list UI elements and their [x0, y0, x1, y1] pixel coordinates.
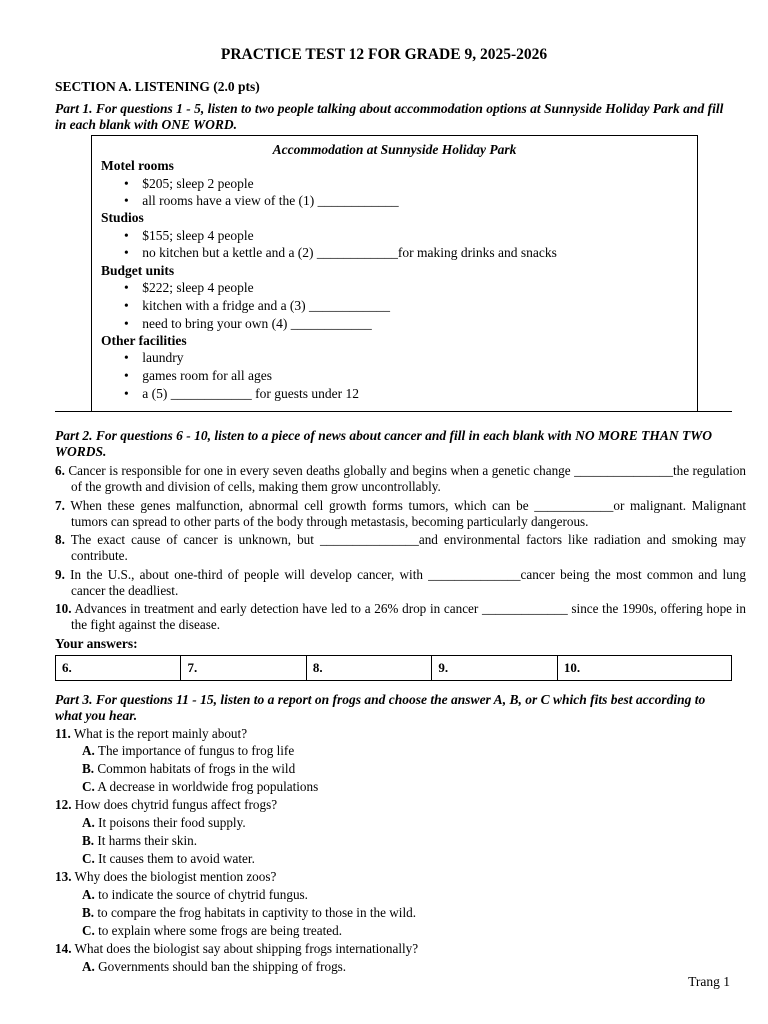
list-item-text: need to bring your own (4) ____________ — [142, 316, 372, 331]
option-13a[interactable] — [82, 887, 308, 903]
question-7 — [55, 498, 746, 529]
part1-instruction: Part 1. For questions 1 - 5, listen to two people talking about accommodation options at Sunnyside Holiday Park and fill in each blank with ONE WORD. — [55, 101, 724, 132]
group-heading-motel: Motel rooms — [101, 158, 174, 173]
group-heading-budget: Budget units — [101, 263, 175, 278]
option-text: A decrease in worldwide frog populations — [97, 779, 319, 794]
question-text: The exact cause of cancer is unknown, but _______________and environmental factors like radiation and smoking may contribute. — [70, 532, 746, 563]
option-letter: B. — [82, 761, 95, 776]
answer-cell-9[interactable]: 9. — [432, 656, 557, 681]
option-letter: C. — [82, 923, 95, 938]
option-text: It poisons their food supply. — [98, 815, 246, 830]
list-item — [124, 245, 557, 261]
bullet-icon: • — [124, 193, 129, 208]
list-item — [124, 298, 390, 314]
answer-cell-6[interactable]: 6. — [56, 656, 181, 681]
list-item — [124, 386, 359, 402]
option-text: The importance of fungus to frog life — [97, 743, 295, 758]
option-letter: A. — [82, 743, 95, 758]
list-item-text: laundry — [142, 350, 184, 365]
question-number: 14. — [55, 941, 72, 956]
list-item-text: $222; sleep 4 people — [142, 280, 254, 295]
option-letter: A. — [82, 887, 95, 902]
group-heading-facilities: Other facilities — [101, 333, 187, 348]
answers-label: Your answers: — [55, 636, 138, 651]
answer-cell-7[interactable]: 7. — [181, 656, 306, 681]
page-number: Trang 1 — [688, 974, 730, 989]
option-13b[interactable] — [82, 905, 416, 921]
page-title: PRACTICE TEST 12 FOR GRADE 9, 2025-2026 — [220, 46, 548, 63]
option-text: to explain where some frogs are being treated. — [98, 923, 342, 938]
part2-instruction: Part 2. For questions 6 - 10, listen to a piece of news about cancer and fill in each blank with NO MORE THAN TWO WORDS. — [55, 428, 713, 459]
list-item — [124, 280, 254, 296]
question-11 — [55, 726, 730, 742]
option-13c[interactable] — [82, 923, 342, 939]
option-letter: B. — [82, 833, 95, 848]
question-number: 11. — [55, 726, 71, 741]
list-item-text: games room for all ages — [142, 368, 272, 383]
answer-table — [55, 655, 732, 681]
question-text: Cancer is responsible for one in every seven deaths globally and begins when a genetic change _______________the regulation of the growth and division of cells, making them grow uncontrollably. — [68, 463, 747, 494]
option-text: to indicate the source of chytrid fungus. — [98, 887, 308, 902]
bullet-icon: • — [124, 176, 129, 191]
option-11a[interactable] — [82, 743, 294, 759]
option-text: It harms their skin. — [97, 833, 198, 848]
option-text: Common habitats of frogs in the wild — [97, 761, 296, 776]
answer-cell-10[interactable]: 10. — [557, 656, 731, 681]
list-item-text: $205; sleep 2 people — [142, 176, 254, 191]
group-heading-studios: Studios — [101, 210, 144, 225]
list-item — [124, 316, 372, 332]
list-item-text: no kitchen but a kettle and a (2) ____________for making drinks and snacks — [142, 245, 557, 260]
question-text: Advances in treatment and early detection have led to a 26% drop in cancer _____________ since the 1990s, offering hope in the fight against the disease. — [71, 601, 746, 632]
bullet-icon: • — [124, 316, 129, 331]
list-item-text: kitchen with a fridge and a (3) ____________ — [142, 298, 391, 313]
question-10 — [55, 601, 746, 632]
option-text: to compare the frog habitats in captivity to those in the wild. — [97, 905, 417, 920]
question-number: 13. — [55, 869, 72, 884]
answer-cell-8[interactable]: 8. — [306, 656, 431, 681]
divider — [55, 411, 732, 412]
option-12a[interactable] — [82, 815, 246, 831]
option-letter: B. — [82, 905, 95, 920]
bullet-icon: • — [124, 280, 129, 295]
bullet-icon: • — [124, 245, 129, 260]
question-text: What is the report mainly about? — [73, 726, 248, 741]
list-item — [124, 350, 183, 366]
list-item-text: $155; sleep 4 people — [142, 228, 254, 243]
box-title: Accommodation at Sunnyside Holiday Park — [272, 142, 517, 157]
bullet-icon: • — [124, 368, 129, 383]
bullet-icon: • — [124, 350, 129, 365]
question-12 — [55, 797, 730, 813]
list-item — [124, 228, 254, 244]
question-14 — [55, 941, 730, 957]
bullet-icon: • — [124, 386, 129, 401]
option-12b[interactable] — [82, 833, 197, 849]
option-12c[interactable] — [82, 851, 255, 867]
option-letter: C. — [82, 779, 95, 794]
question-number: 8. — [55, 532, 65, 547]
list-item — [124, 176, 254, 192]
question-text: Why does the biologist mention zoos? — [74, 869, 277, 884]
option-letter: A. — [82, 815, 95, 830]
question-text: In the U.S., about one-third of people will develop cancer, with ______________cancer being the most common and lung cancer the deadliest. — [70, 567, 746, 598]
question-text: What does the biologist say about shipping frogs internationally? — [74, 941, 419, 956]
option-11b[interactable] — [82, 761, 295, 777]
question-text: When these genes malfunction, abnormal cell growth forms tumors, which can be ____________or malignant. Malignant tumors can spread to other parts of the body through metastasis, becoming particularly dangerous. — [70, 498, 746, 529]
option-letter: A. — [82, 959, 95, 974]
list-item-text: all rooms have a view of the (1) ____________ — [142, 193, 399, 208]
option-text: Governments should ban the shipping of frogs. — [98, 959, 347, 974]
bullet-icon: • — [124, 228, 129, 243]
section-a-heading: SECTION A. LISTENING (2.0 pts) — [55, 79, 260, 94]
question-text: How does chytrid fungus affect frogs? — [74, 797, 278, 812]
question-6 — [55, 463, 746, 494]
bullet-icon: • — [124, 298, 129, 313]
question-number: 6. — [55, 463, 65, 478]
question-13 — [55, 869, 730, 885]
question-number: 12. — [55, 797, 72, 812]
question-8 — [55, 532, 746, 563]
part3-instruction: Part 3. For questions 11 - 15, listen to a report on frogs and choose the answer A, B, or C which fits best according to what you hear. — [55, 692, 706, 723]
list-item — [124, 193, 399, 209]
option-text: It causes them to avoid water. — [98, 851, 255, 866]
option-11c[interactable] — [82, 779, 318, 795]
list-item-text: a (5) ____________ for guests under 12 — [142, 386, 359, 401]
question-9 — [55, 567, 746, 598]
option-14a[interactable] — [82, 959, 346, 975]
question-number: 7. — [55, 498, 65, 513]
option-letter: C. — [82, 851, 95, 866]
list-item — [124, 368, 272, 384]
question-number: 9. — [55, 567, 65, 582]
question-number: 10. — [55, 601, 72, 616]
accommodation-box — [91, 135, 698, 412]
